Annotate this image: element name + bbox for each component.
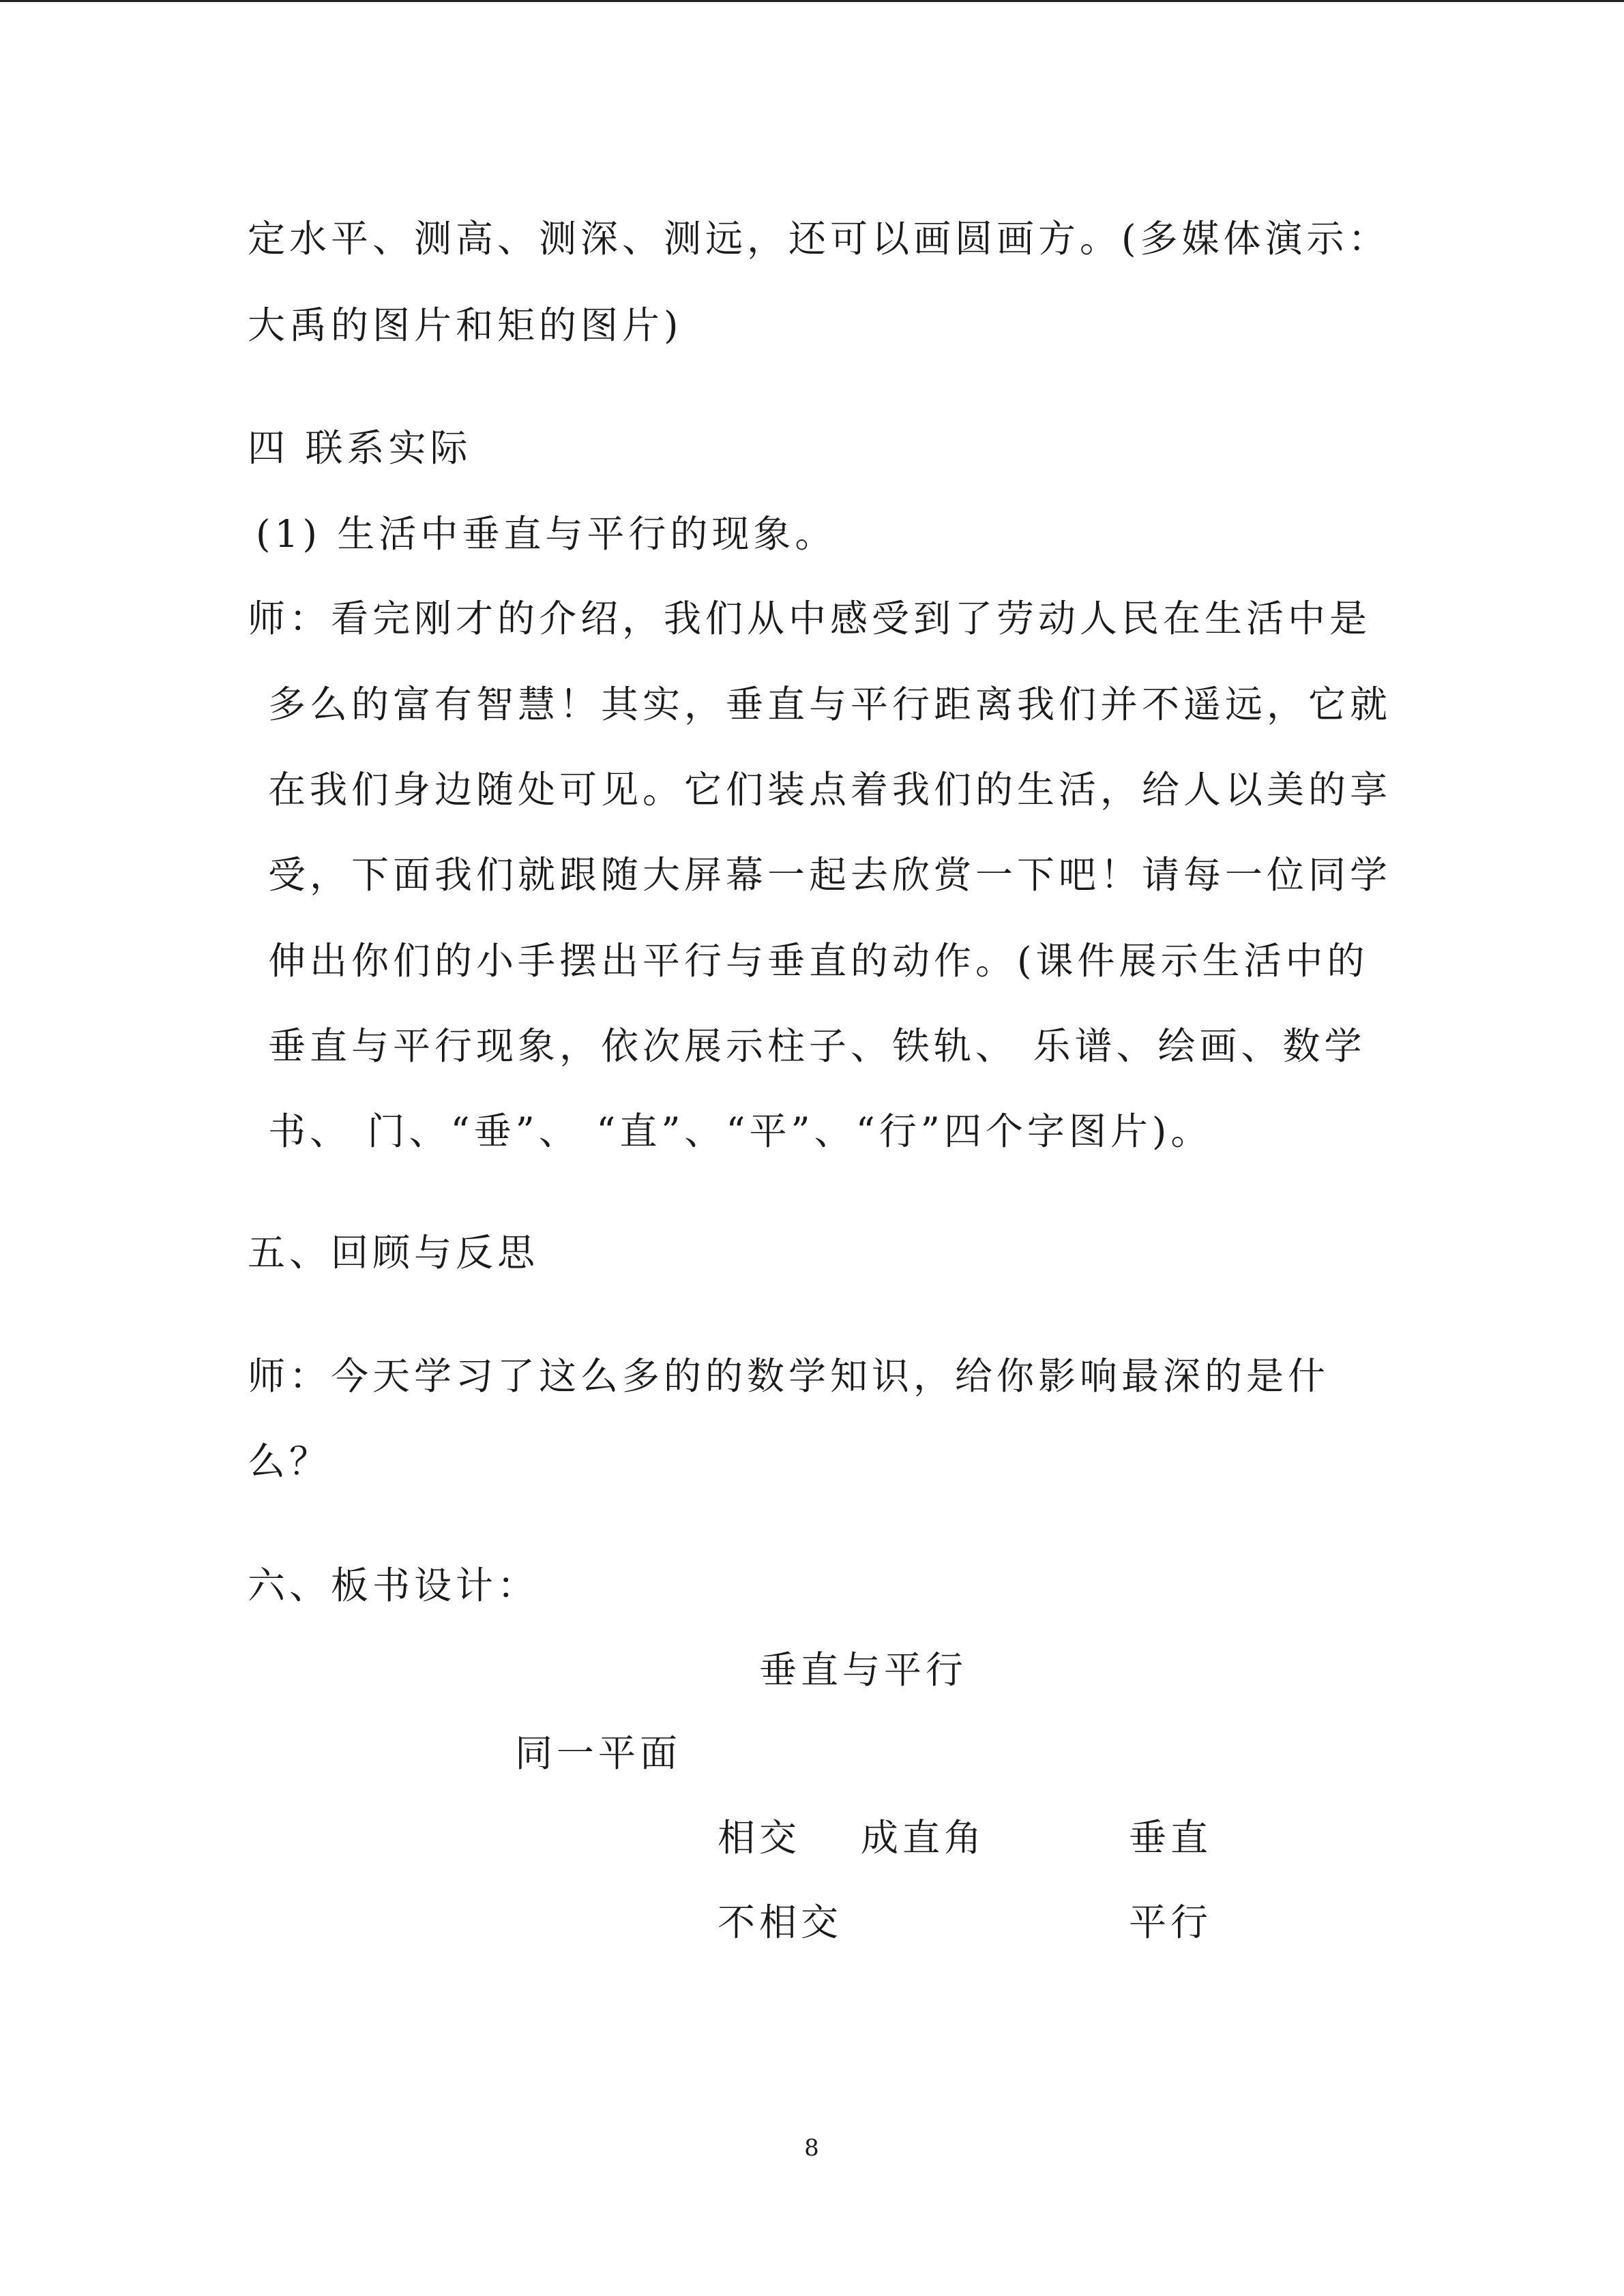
board-not-intersect-label: 不相交: [718, 1900, 843, 1944]
board-title: 垂直与平行: [759, 1648, 968, 1692]
section-4-teacher-line-3: 在我们身边随处可见。它们装点着我们的生活，给人以美的享: [268, 768, 1392, 811]
body-line-1: 定水平、测高、测深、测远，还可以画圆画方。(多媒体演示：: [248, 217, 1390, 260]
section-4-teacher-line-6: 垂直与平行现象，依次展示柱子、铁轨、 乐谱、绘画、数学: [268, 1024, 1366, 1068]
section-4-heading: 四 联系实际: [248, 426, 472, 470]
section-4-teacher-line-5: 伸出你们的小手摆出平行与垂直的动作。(课件展示生活中的: [268, 939, 1369, 983]
section-4-teacher-line-1: 师：看完刚才的介绍，我们从中感受到了劳动人民在生活中是: [248, 597, 1372, 640]
board-right-angle-label: 成直角: [861, 1816, 986, 1860]
section-5-teacher-line-2: 么？: [248, 1440, 331, 1483]
board-perpendicular-label: 垂直: [1129, 1816, 1213, 1860]
section-4-teacher-line-2: 多么的富有智慧！其实，垂直与平行距离我们并不遥远，它就: [268, 683, 1392, 726]
section-5-teacher-line-1: 师：今天学习了这么多的的数学知识，给你影响最深的是什: [248, 1354, 1330, 1398]
section-6-heading: 六、板书设计：: [248, 1564, 540, 1607]
board-intersect-label: 相交: [718, 1816, 801, 1860]
section-4-teacher-line-7: 书、 门、“垂”、 “直”、“平”、“行”四个字图片)。: [268, 1109, 1213, 1153]
section-4-subheading: (1) 生活中垂直与平行的现象。: [256, 512, 837, 556]
body-line-2: 大禹的图片和矩的图片): [248, 303, 683, 347]
section-4-teacher-line-4: 受，下面我们就跟随大屏幕一起去欣赏一下吧！请每一位同学: [268, 853, 1392, 897]
board-plane-label: 同一平面: [515, 1731, 682, 1775]
top-border-rule: [0, 0, 1624, 2]
section-5-heading: 五、回顾与反思: [248, 1231, 540, 1274]
board-parallel-label: 平行: [1129, 1900, 1213, 1944]
page-number: 8: [804, 2134, 819, 2162]
